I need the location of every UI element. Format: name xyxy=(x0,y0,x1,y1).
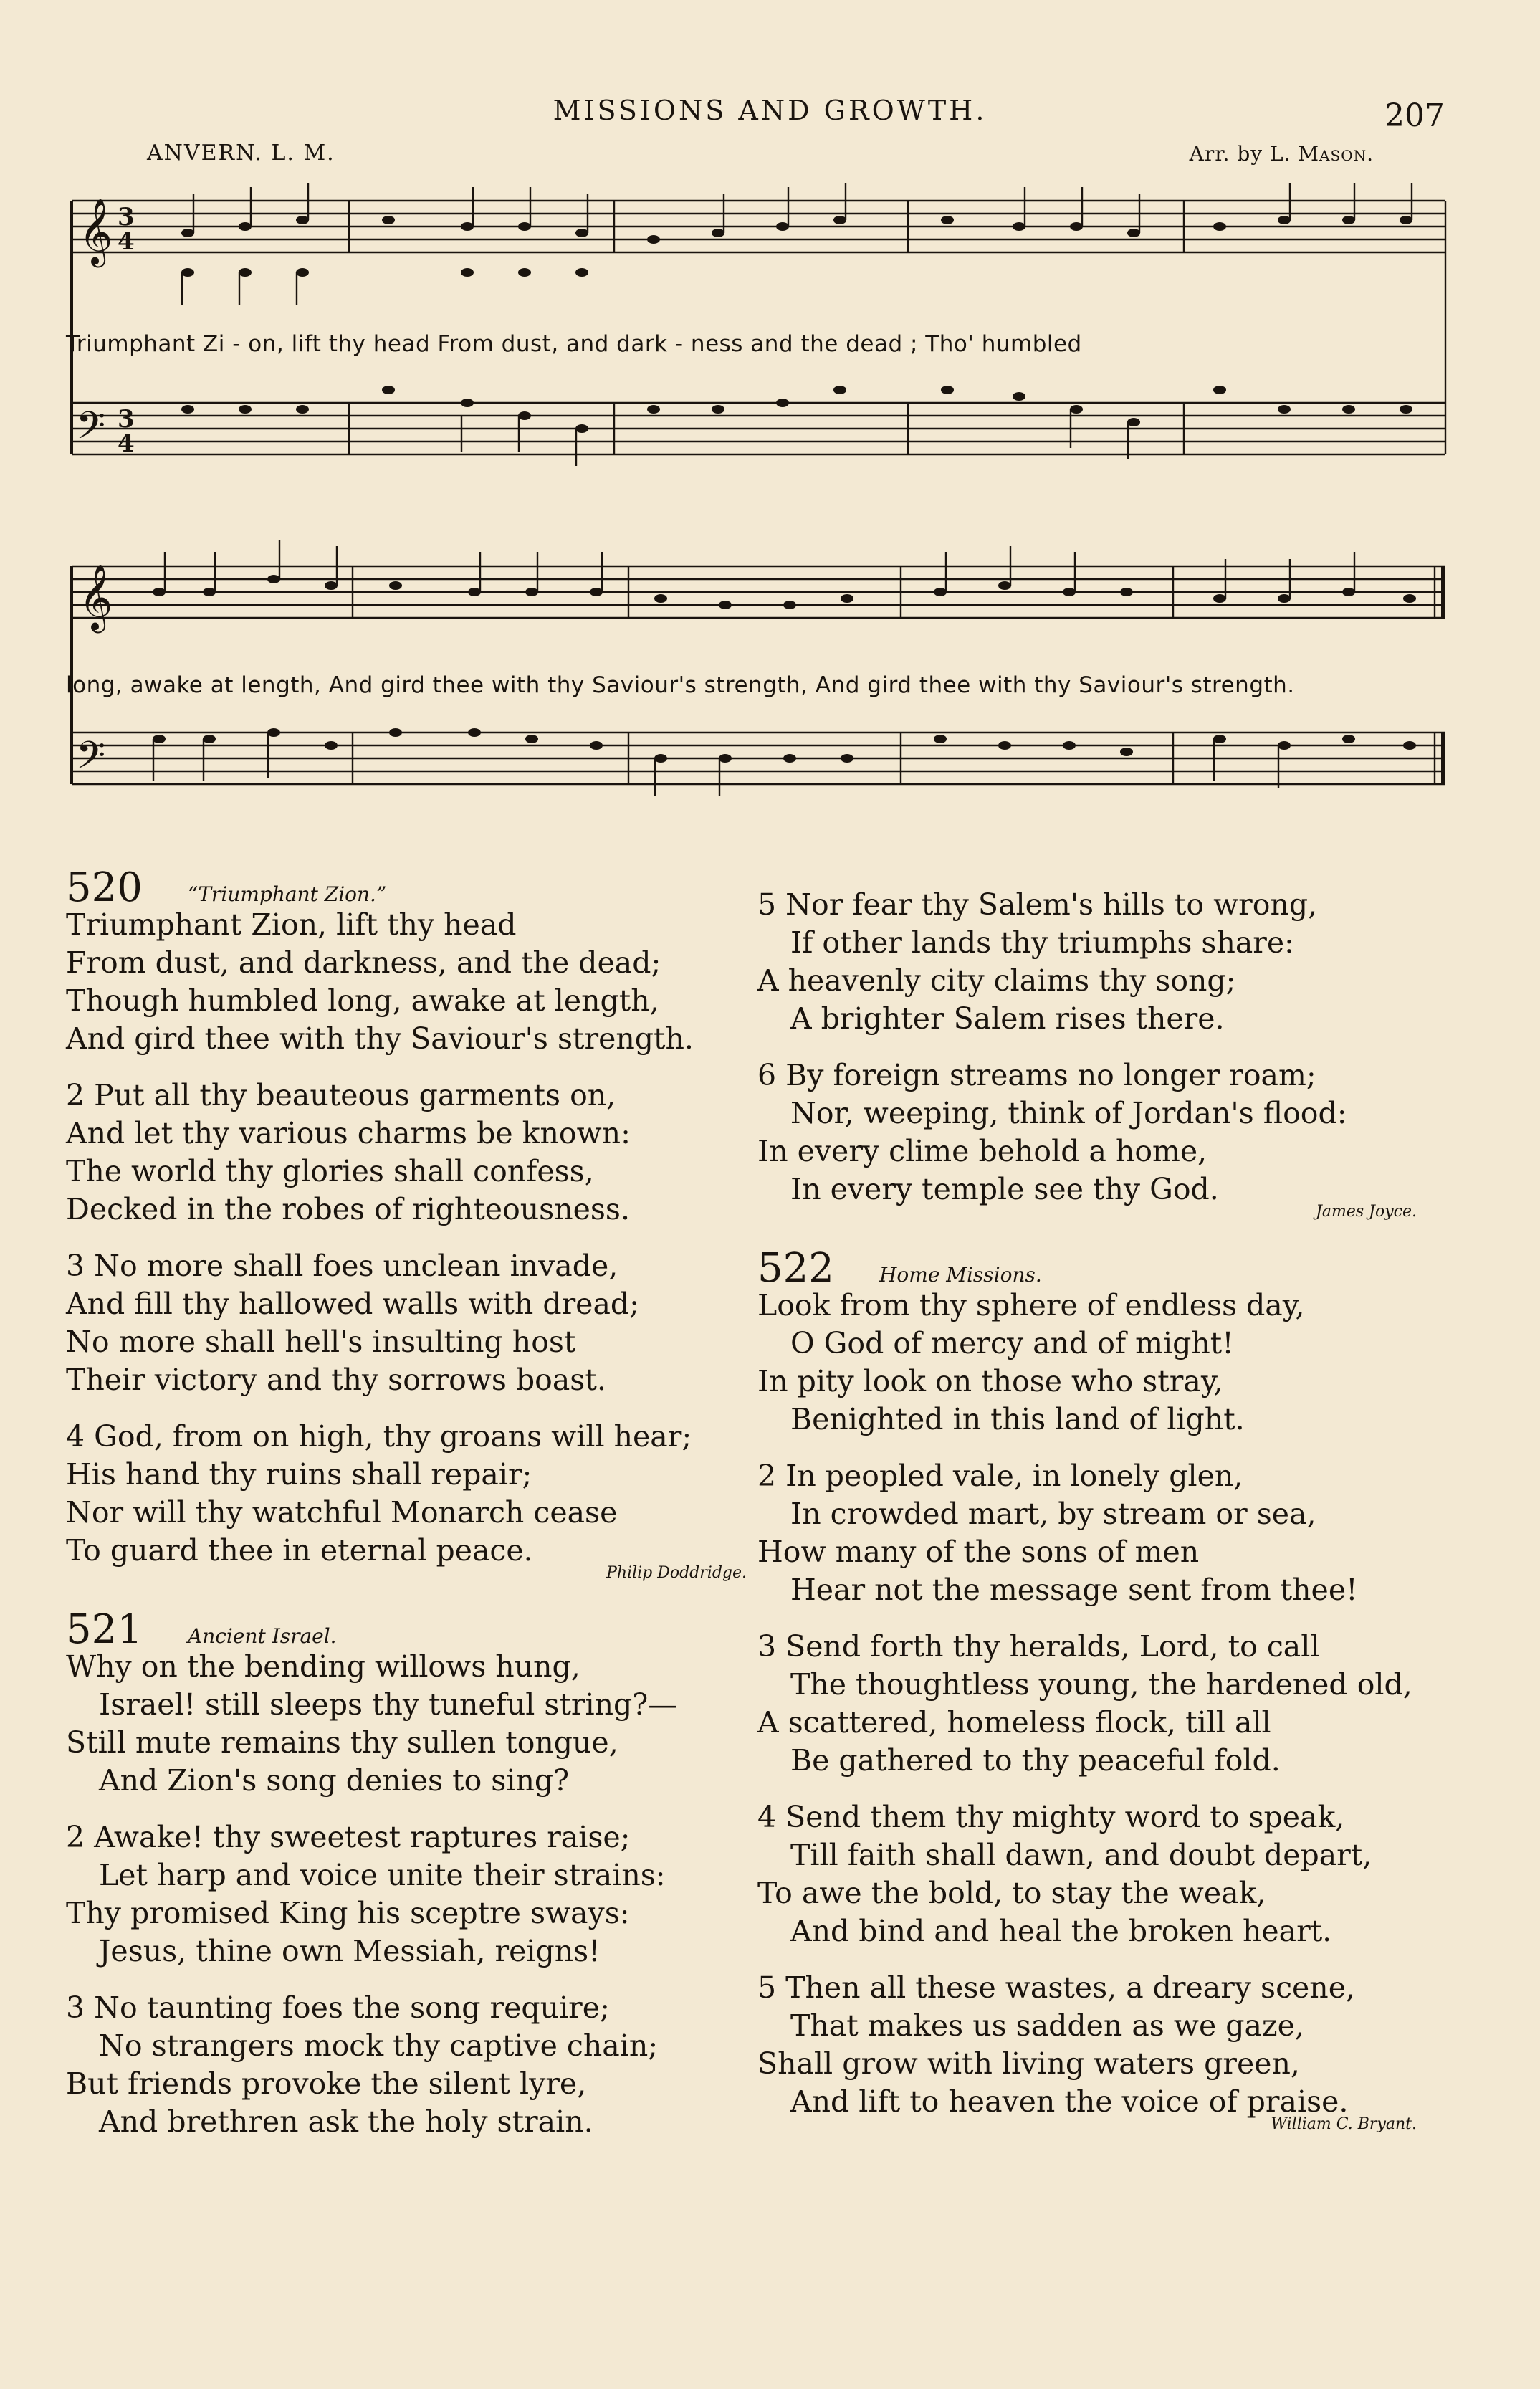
hymn-author: James Joyce. xyxy=(1316,1203,1417,1221)
noteheads-system-2 xyxy=(153,575,1416,763)
verse-line: And lift to heaven the voice of praise. xyxy=(790,2084,1349,2119)
verse-line: But friends provoke the silent lyre, xyxy=(66,2066,587,2101)
verse-line: And brethren ask the holy strain. xyxy=(99,2104,593,2139)
verse-line: Israel! still sleeps thy tuneful string?— xyxy=(99,1687,678,1722)
verse-line: And Zion's song denies to sing? xyxy=(99,1763,570,1798)
verse-4 xyxy=(66,1418,754,1570)
verse-number: 2 xyxy=(66,1820,85,1854)
verse-2 xyxy=(757,1457,1460,1609)
verse-line: Decked in the robes of righteousness. xyxy=(66,1192,630,1226)
verse-line: No taunting foes the song require; xyxy=(94,1990,610,2025)
verse-1 xyxy=(66,1648,754,1800)
hymn-521 xyxy=(66,1606,754,2141)
verse-line: Their victory and thy sorrows boast. xyxy=(66,1363,606,1397)
verse-2 xyxy=(66,1077,754,1229)
verse-line: Nor will thy watchful Monarch cease xyxy=(66,1495,618,1530)
verse-line: In every temple see thy God. xyxy=(790,1172,1219,1206)
verse-line: If other lands thy triumphs share: xyxy=(790,925,1294,960)
verse-line: Shall grow with living waters green, xyxy=(757,2046,1300,2081)
verse-line: How many of the sons of men xyxy=(757,1535,1200,1569)
verse-line: In pity look on those who stray, xyxy=(757,1364,1223,1398)
hymn-520 xyxy=(66,864,754,1582)
time-sig-treble: 3 xyxy=(118,203,135,232)
verse-line: In every clime behold a home, xyxy=(757,1134,1207,1168)
left-column xyxy=(66,864,754,2160)
verse-4 xyxy=(757,1798,1460,1950)
verse-line: Look from thy sphere of endless day, xyxy=(757,1288,1305,1322)
stems-system-1 xyxy=(182,183,1412,466)
verse-line: Till faith shall dawn, and doubt depart, xyxy=(790,1838,1372,1872)
verse-2 xyxy=(66,1818,754,1970)
verse-number: 3 xyxy=(757,1629,777,1664)
verse-line: No more shall foes unclean invade, xyxy=(94,1249,618,1283)
verse-number: 5 xyxy=(757,1970,777,2005)
verse-number: 3 xyxy=(66,1990,85,2025)
verse-line: Why on the bending willows hung, xyxy=(66,1649,580,1684)
verse-number: 2 xyxy=(66,1078,85,1112)
verse-number: 4 xyxy=(66,1419,85,1454)
hymn-author: William C. Bryant. xyxy=(1271,2115,1417,2133)
arranger-prefix: Arr. by xyxy=(1189,142,1270,166)
verse-line: The thoughtless young, the hardened old, xyxy=(790,1667,1412,1702)
svg-text:4: 4 xyxy=(118,429,135,458)
verse-line: Send them thy mighty word to speak, xyxy=(785,1800,1345,1834)
hymn-title: Home Missions. xyxy=(879,1263,1042,1287)
lyrics-system-2: long, awake at length, And gird thee with thy Saviour's strength, And gird thee with thy Saviour's strength. xyxy=(66,672,1295,698)
verse-line: And bind and heal the broken heart. xyxy=(790,1914,1332,1948)
verse-line: In crowded mart, by stream or sea, xyxy=(790,1497,1316,1531)
verse-3 xyxy=(757,1628,1460,1780)
hymn-520-verse-5 xyxy=(757,886,1460,1038)
right-column xyxy=(757,886,1460,2157)
verse-1 xyxy=(757,1287,1460,1439)
hymn-number: 520 xyxy=(66,864,143,911)
verse-line: Nor, weeping, think of Jordan's flood: xyxy=(790,1096,1347,1130)
verse-line: By foreign streams no longer roam; xyxy=(785,1058,1316,1092)
verse-line: Though humbled long, awake at length, xyxy=(66,983,659,1018)
verse-3 xyxy=(66,1247,754,1399)
verse-line: Put all thy beauteous garments on, xyxy=(94,1078,616,1112)
verse-line: And let thy various charms be known: xyxy=(66,1116,631,1150)
verse-number: 2 xyxy=(757,1459,777,1493)
verse-line: To awe the bold, to stay the weak, xyxy=(757,1876,1266,1910)
verse-number: 6 xyxy=(757,1058,777,1092)
arranger-name: L. Mason. xyxy=(1269,142,1374,166)
verse-line: Triumphant Zion, lift thy head xyxy=(66,907,517,942)
verse-number: 5 xyxy=(757,887,777,922)
verse-line: A scattered, homeless flock, till all xyxy=(757,1705,1271,1740)
hymn-author: Philip Doddridge. xyxy=(606,1564,747,1582)
verse-line: That makes us sadden as we gaze, xyxy=(790,2008,1304,2043)
svg-text:4: 4 xyxy=(118,227,135,256)
verse-line: Then all these wastes, a dreary scene, xyxy=(785,1970,1355,2005)
verse-line: The world thy glories shall confess, xyxy=(66,1154,594,1188)
hymn-title: “Triumphant Zion.” xyxy=(188,882,387,906)
tune-name: ANVERN. L. M. xyxy=(147,140,335,166)
hymn-number: 522 xyxy=(757,1245,834,1292)
verse-line: Benighted in this land of light. xyxy=(790,1402,1245,1436)
verse-number: 3 xyxy=(66,1249,85,1283)
verse-line: God, from on high, thy groans will hear; xyxy=(94,1419,692,1454)
treble-clef-icon: 𝄞 xyxy=(79,198,113,264)
hymn-number: 521 xyxy=(66,1606,143,1653)
verse-number: 4 xyxy=(757,1800,777,1834)
hymn-520-verse-6 xyxy=(757,1057,1460,1208)
verse-line: A heavenly city claims thy song; xyxy=(757,963,1236,998)
verse-1 xyxy=(66,906,754,1058)
time-sig-bass: 3 xyxy=(118,405,135,434)
verse-5 xyxy=(757,1969,1460,2121)
noteheads-system-1 xyxy=(181,216,1412,433)
verse-line: And fill thy hallowed walls with dread; xyxy=(66,1287,639,1321)
lyrics-system-1: Triumphant Zi - on, lift thy head From dust, and dark - ness and the dead ; Tho' humbled xyxy=(66,331,1082,357)
bass-clef-icon: 𝄢 xyxy=(76,404,106,457)
verse-line: Let harp and voice unite their strains: xyxy=(99,1858,666,1892)
verse-3 xyxy=(66,1989,754,2141)
verse-line: A brighter Salem rises there. xyxy=(790,1001,1225,1036)
running-head: MISSIONS AND GROWTH. xyxy=(553,95,987,126)
verse-line: To guard thee in eternal peace. xyxy=(66,1533,533,1568)
verse-line: Still mute remains thy sullen tongue, xyxy=(66,1725,618,1760)
hymn-522 xyxy=(757,1245,1460,2133)
verse-line: Nor fear thy Salem's hills to wrong, xyxy=(785,887,1318,922)
verse-line: Jesus, thine own Messiah, reigns! xyxy=(99,1934,601,1968)
verse-line: Hear not the message sent from thee! xyxy=(790,1573,1358,1607)
verse-line: And gird thee with thy Saviour's strength. xyxy=(66,1021,694,1056)
verse-line: Thy promised King his sceptre sways: xyxy=(66,1896,630,1930)
bass-clef-icon: 𝄢 xyxy=(76,734,106,787)
verse-line: Awake! thy sweetest raptures raise; xyxy=(94,1820,631,1854)
page-number: 207 xyxy=(1384,97,1445,134)
verse-line: O God of mercy and of might! xyxy=(790,1326,1234,1360)
verse-line: From dust, and darkness, and the dead; xyxy=(66,945,661,980)
arranger-credit xyxy=(1190,142,1374,166)
verse-line: His hand thy ruins shall repair; xyxy=(66,1457,532,1492)
verse-line: No more shall hell's insulting host xyxy=(66,1325,576,1359)
treble-clef-icon: 𝄞 xyxy=(79,563,113,630)
hymn-title: Ancient Israel. xyxy=(188,1624,337,1648)
verse-line: Send forth thy heralds, Lord, to call xyxy=(785,1629,1320,1664)
verse-line: No strangers mock thy captive chain; xyxy=(99,2028,659,2063)
verse-line: In peopled vale, in lonely glen, xyxy=(785,1459,1243,1493)
verse-line: Be gathered to thy peaceful fold. xyxy=(790,1743,1281,1778)
